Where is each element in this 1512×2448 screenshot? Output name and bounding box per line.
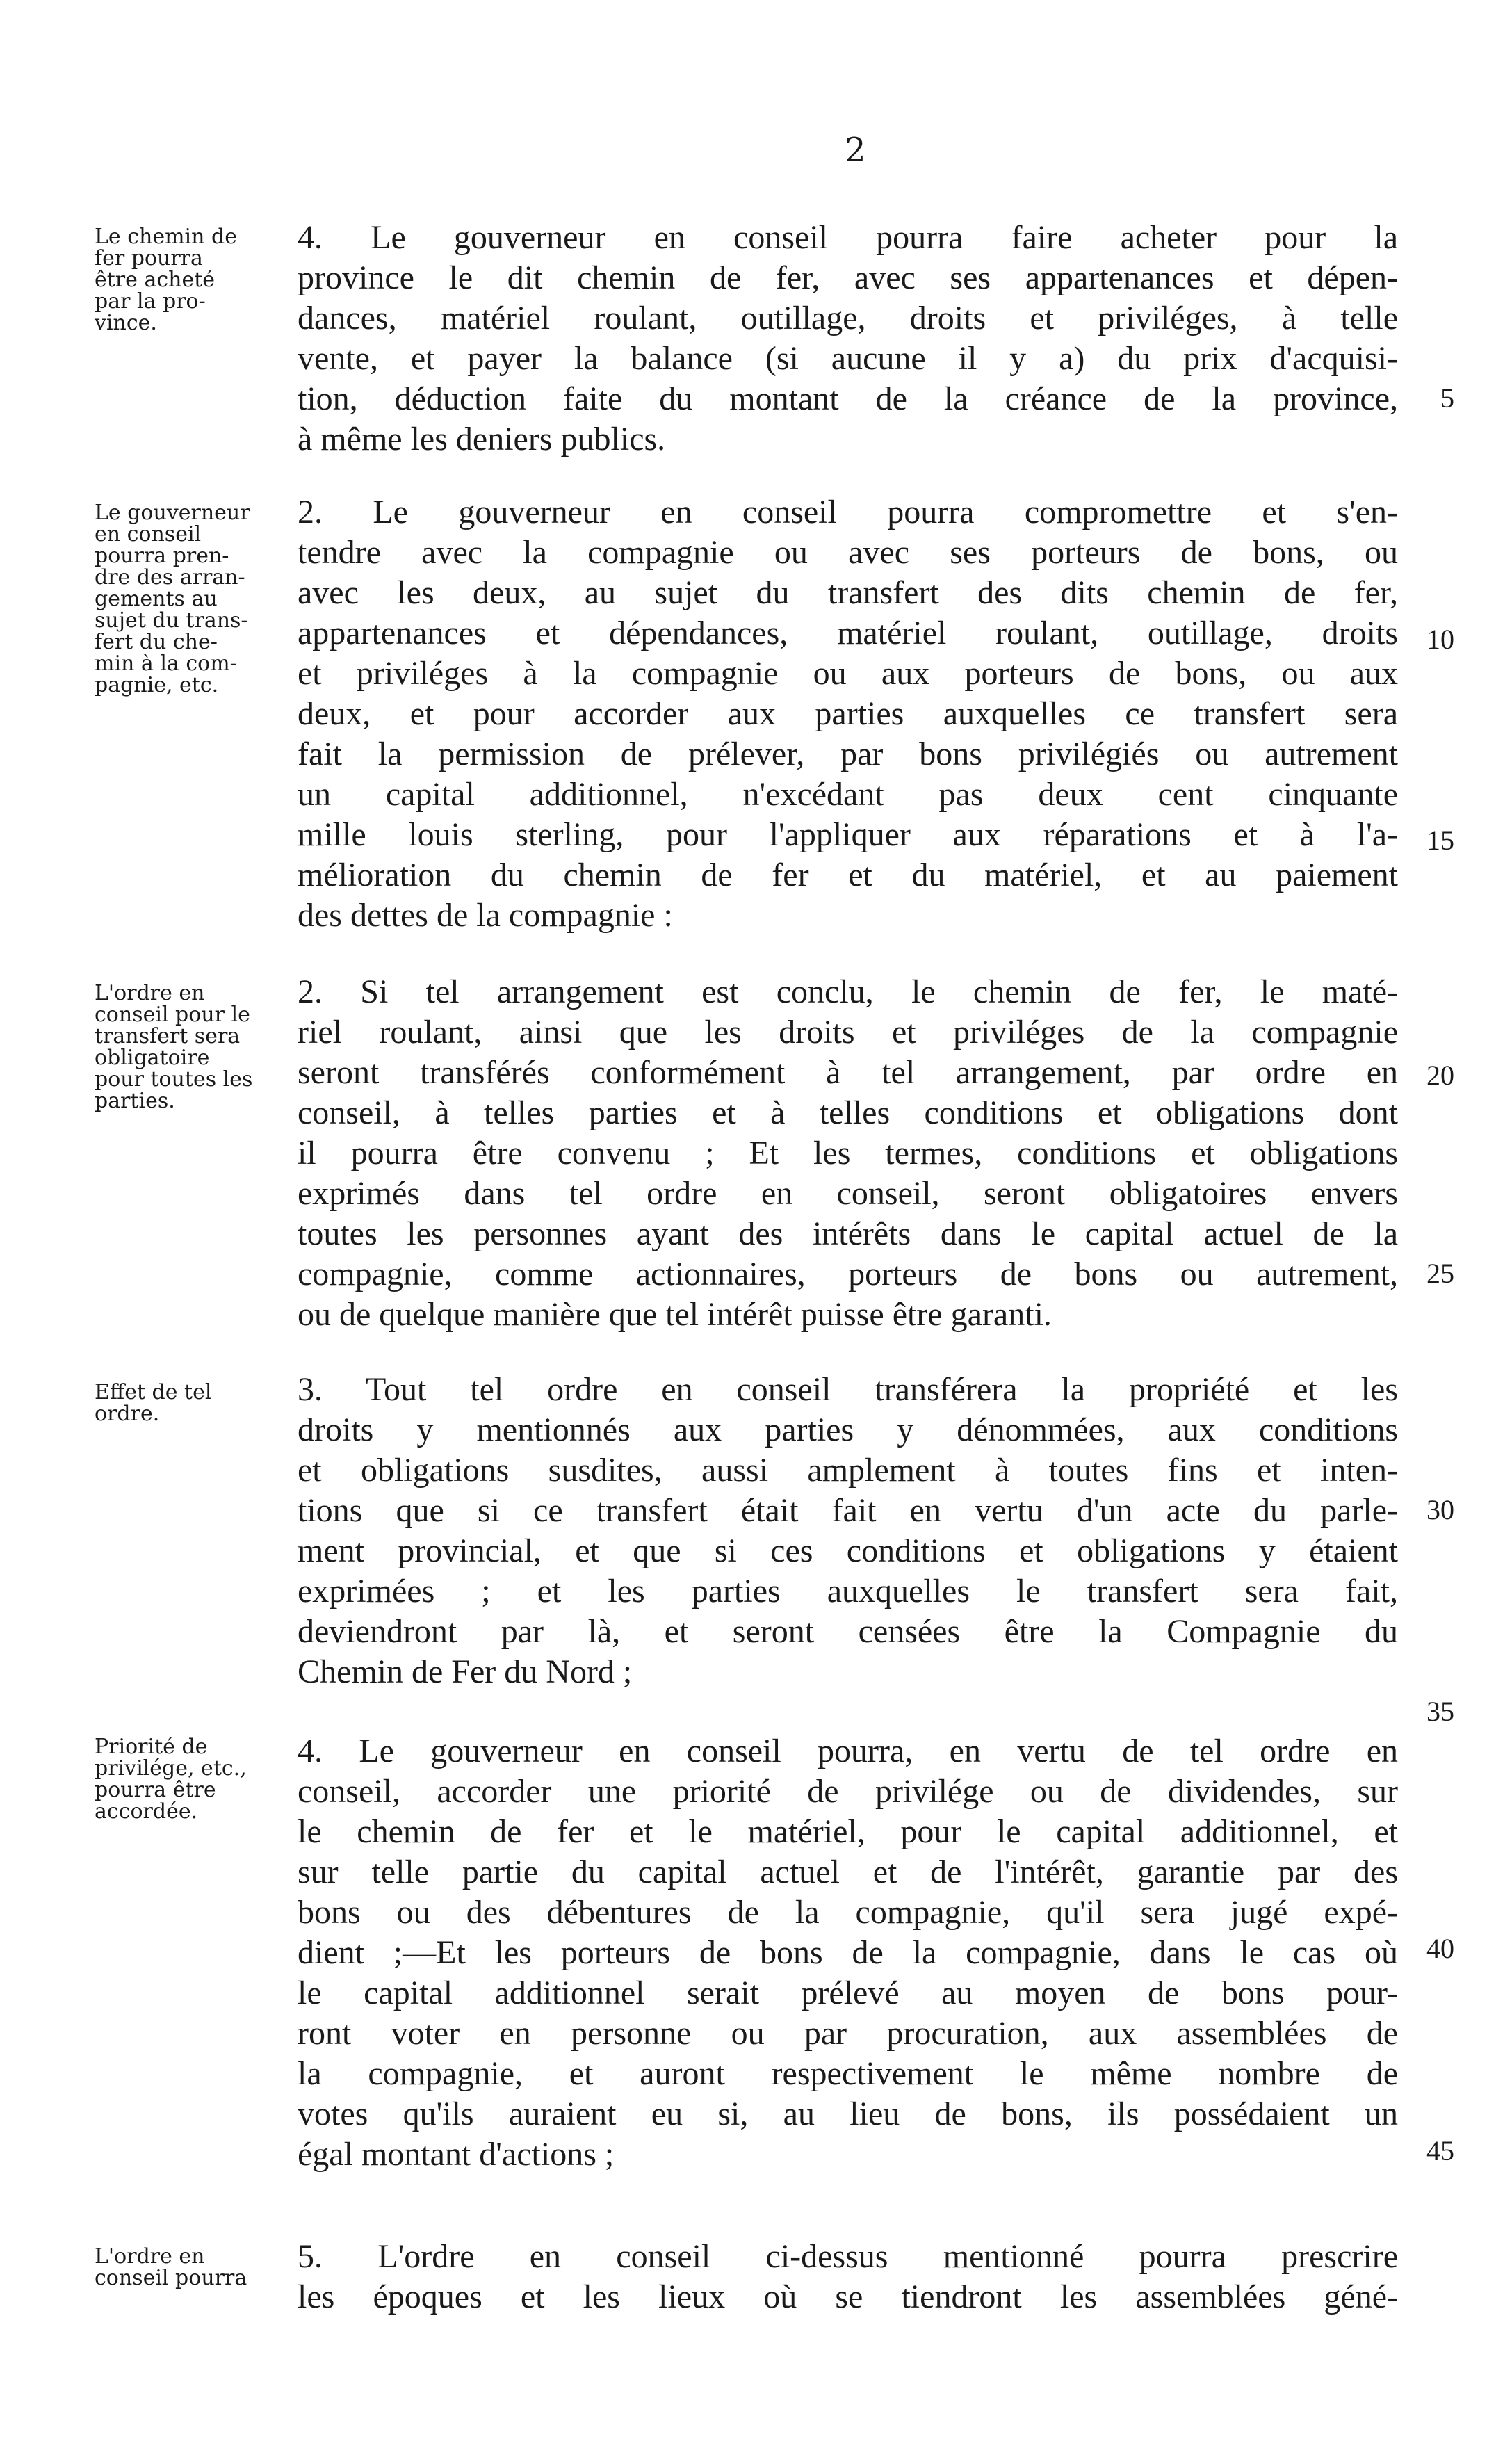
text-line: des dettes de la compagnie : <box>298 897 673 934</box>
note-line: pourra pren- <box>95 544 229 568</box>
line-number: 15 <box>1426 825 1454 856</box>
note-line: sujet du trans- <box>95 608 248 633</box>
note-line: transfert sera <box>95 1024 241 1048</box>
note-line: privilége, etc., <box>95 1756 247 1781</box>
text-line: fait la permission de prélever, par bons privilégiés ou autrement <box>298 736 1398 772</box>
paragraph <box>298 1370 1398 1692</box>
note-line: être acheté <box>95 268 216 292</box>
text-line: les époques et les lieux où se tiendront les assemblées géné- <box>298 2278 1398 2315</box>
note-line: parties. <box>95 1089 175 1113</box>
text-line: exprimées ; et les parties auxquelles le transfert sera fait, <box>298 1573 1398 1610</box>
note-line: conseil pour le <box>95 1003 250 1027</box>
margin-note <box>95 226 296 334</box>
line-number: 35 <box>1426 1696 1454 1727</box>
text-line: province le dit chemin de fer, avec ses appartenances et dépen- <box>298 259 1398 296</box>
text-line: 3. Tout tel ordre en conseil transférera la propriété et les <box>298 1371 1398 1408</box>
text-line: et obligations susdites, aussi amplement à toutes fins et inten- <box>298 1452 1398 1489</box>
note-line: min à la com- <box>95 651 237 676</box>
margin-note <box>95 2246 296 2289</box>
note-line: Le chemin de <box>95 225 237 249</box>
text-line: conseil, à telles parties et à telles conditions et obligations dont <box>298 1094 1398 1131</box>
text-line: riel roulant, ainsi que les droits et priviléges de la compagnie <box>298 1014 1398 1051</box>
paragraph <box>298 218 1398 460</box>
text-line: ment provincial, et que si ces conditions et obligations y étaient <box>298 1532 1398 1569</box>
note-line: obligatoire <box>95 1046 210 1070</box>
text-line: ront voter en personne ou par procuration, aux assemblées de <box>298 2015 1398 2052</box>
text-line: compagnie, comme actionnaires, porteurs de bons ou autrement, <box>298 1256 1398 1292</box>
note-line: fert du che- <box>95 630 218 654</box>
line-number: 10 <box>1426 624 1454 655</box>
line-number: 20 <box>1426 1060 1454 1091</box>
paragraph <box>298 2237 1398 2317</box>
text-line: deux, et pour accorder aux parties auxquelles ce transfert sera <box>298 695 1398 732</box>
note-line: Priorité de <box>95 1735 208 1759</box>
note-line: fer pourra <box>95 246 203 270</box>
line-number: 25 <box>1426 1258 1454 1289</box>
text-line: un capital additionnel, n'excédant pas deux cent cinquante <box>298 776 1398 813</box>
text-line: avec les deux, au sujet du transfert des dits chemin de fer, <box>298 574 1398 611</box>
margin-note <box>95 1736 296 1822</box>
text-line: Chemin de Fer du Nord ; <box>298 1653 633 1690</box>
note-line: vince. <box>95 311 157 335</box>
text-line: exprimés dans tel ordre en conseil, seront obligatoires envers <box>298 1175 1398 1212</box>
text-line: bons ou des débentures de la compagnie, qu'il sera jugé expé- <box>298 1894 1398 1931</box>
note-line: L'ordre en <box>95 2244 205 2269</box>
text-line: 2. Le gouverneur en conseil pourra compromettre et s'en- <box>298 494 1398 530</box>
text-line: mille louis sterling, pour l'appliquer aux réparations et à l'a- <box>298 816 1398 853</box>
note-line: pourra être <box>95 1778 216 1802</box>
note-line: dre des arran- <box>95 565 245 590</box>
note-line: conseil pourra <box>95 2266 247 2290</box>
text-line: votes qu'ils auraient eu si, au lieu de bons, ils possédaient un <box>298 2096 1398 2132</box>
text-line: 4. Le gouverneur en conseil pourra faire acheter pour la <box>298 219 1398 256</box>
text-line: tion, déduction faite du montant de la créance de la province, <box>298 380 1398 417</box>
note-line: L'ordre en <box>95 981 205 1005</box>
note-line: en conseil <box>95 522 202 546</box>
note-line: gements au <box>95 587 218 611</box>
note-line: par la pro- <box>95 289 206 314</box>
line-number: 30 <box>1426 1494 1454 1525</box>
page-number: 2 <box>845 131 866 170</box>
paragraph <box>298 972 1398 1335</box>
text-line: seront transférés conformément à tel arrangement, par ordre en <box>298 1054 1398 1091</box>
margin-note <box>95 502 296 696</box>
text-line: dient ;—Et les porteurs de bons de la compagnie, dans le cas où <box>298 1934 1398 1971</box>
note-line: Effet de tel <box>95 1380 212 1404</box>
text-line: 5. L'ordre en conseil ci-dessus mentionné pourra prescrire <box>298 2238 1398 2275</box>
text-line: tions que si ce transfert était fait en vertu d'un acte du parle- <box>298 1492 1398 1529</box>
line-number: 5 <box>1440 382 1454 414</box>
text-line: le chemin de fer et le matériel, pour le capital additionnel, et <box>298 1813 1398 1850</box>
text-line: deviendront par là, et seront censées être la Compagnie du <box>298 1613 1398 1650</box>
margin-note <box>95 982 296 1112</box>
note-line: Le gouverneur <box>95 501 250 525</box>
note-line: ordre. <box>95 1402 160 1426</box>
text-line: le capital additionnel serait prélevé au moyen de bons pour- <box>298 1975 1398 2011</box>
text-line: droits y mentionnés aux parties y dénommées, aux conditions <box>298 1411 1398 1448</box>
text-line: toutes les personnes ayant des intérêts dans le capital actuel de la <box>298 1215 1398 1252</box>
text-line: égal montant d'actions ; <box>298 2136 615 2173</box>
paragraph <box>298 1731 1398 2175</box>
line-number: 40 <box>1426 1933 1454 1964</box>
text-line: il pourra être convenu ; Et les termes, conditions et obligations <box>298 1135 1398 1172</box>
line-number: 45 <box>1426 2135 1454 2166</box>
text-line: ou de quelque manière que tel intérêt puisse être garanti. <box>298 1296 1052 1333</box>
text-line: 4. Le gouverneur en conseil pourra, en vertu de tel ordre en <box>298 1733 1398 1769</box>
text-line: et priviléges à la compagnie ou aux porteurs de bons, ou aux <box>298 655 1398 692</box>
text-line: 2. Si tel arrangement est conclu, le chemin de fer, le maté- <box>298 973 1398 1010</box>
paragraph <box>298 492 1398 936</box>
text-line: dances, matériel roulant, outillage, droits et priviléges, à telle <box>298 300 1398 337</box>
text-line: à même les deniers publics. <box>298 421 666 457</box>
text-line: appartenances et dépendances, matériel roulant, outillage, droits <box>298 615 1398 651</box>
margin-note <box>95 1381 296 1425</box>
text-line: conseil, accorder une priorité de privilége ou de dividendes, sur <box>298 1773 1398 1810</box>
note-line: pour toutes les <box>95 1067 253 1092</box>
note-line: accordée. <box>95 1799 198 1824</box>
text-line: la compagnie, et auront respectivement le même nombre de <box>298 2055 1398 2092</box>
text-line: tendre avec la compagnie ou avec ses porteurs de bons, ou <box>298 534 1398 571</box>
text-line: sur telle partie du capital actuel et de l'intérêt, garantie par des <box>298 1854 1398 1890</box>
note-line: pagnie, etc. <box>95 673 219 697</box>
text-line: vente, et payer la balance (si aucune il y a) du prix d'acquisi- <box>298 340 1398 377</box>
text-line: mélioration du chemin de fer et du matériel, et au paiement <box>298 857 1398 893</box>
